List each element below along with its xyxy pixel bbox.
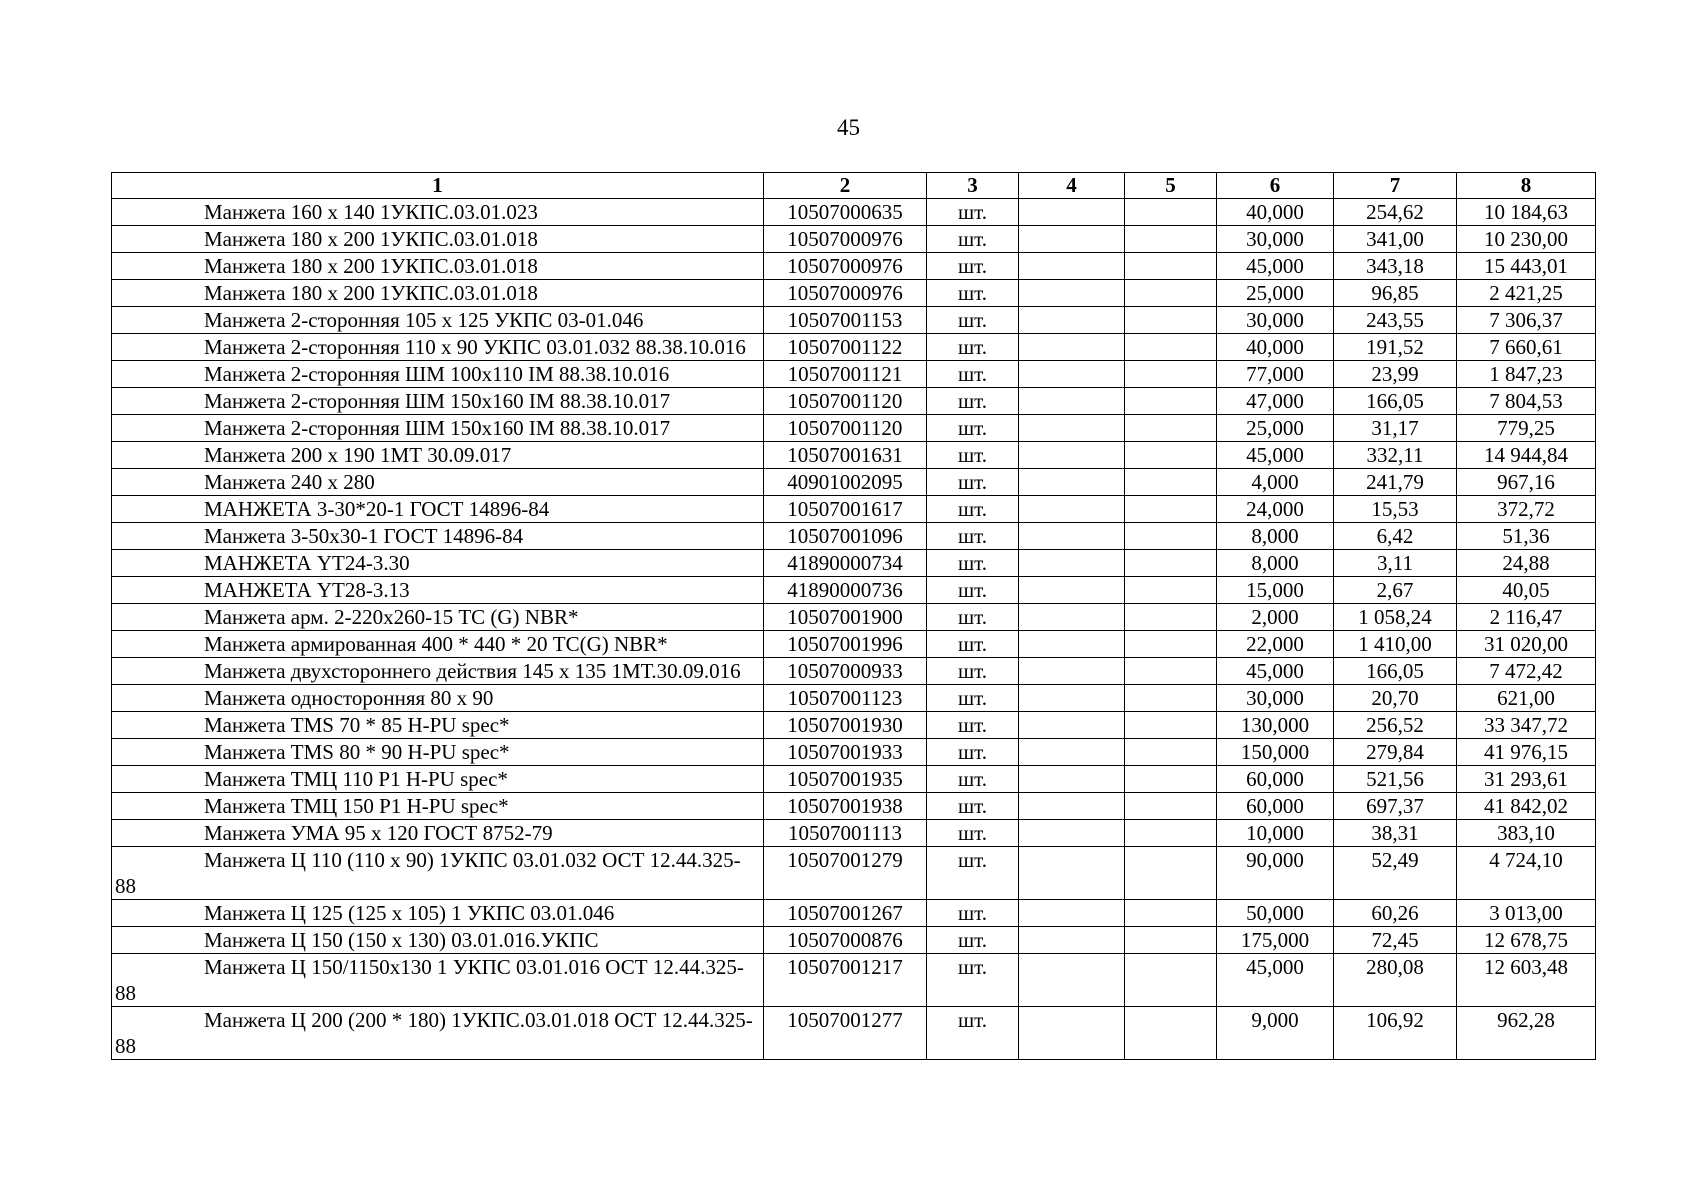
item-name-cell: Манжета 2-сторонняя ШМ 100х110 IM 88.38.10.016 xyxy=(112,361,764,388)
table-row xyxy=(112,442,1596,469)
unit-cell: шт. xyxy=(927,900,1019,927)
price-cell: 3,11 xyxy=(1334,550,1457,577)
item-name-cell: Манжета армированная 400 * 440 * 20 TC(G) NBR* xyxy=(112,631,764,658)
unit-cell: шт. xyxy=(927,712,1019,739)
column-4-cell xyxy=(1019,415,1125,442)
price-cell: 38,31 xyxy=(1334,820,1457,847)
item-code-cell: 10507001113 xyxy=(764,820,927,847)
price-cell: 341,00 xyxy=(1334,226,1457,253)
column-4-cell xyxy=(1019,334,1125,361)
unit-cell: шт. xyxy=(927,496,1019,523)
amount-cell: 7 472,42 xyxy=(1457,658,1596,685)
column-5-cell xyxy=(1125,280,1217,307)
price-cell: 1 058,24 xyxy=(1334,604,1457,631)
quantity-cell: 47,000 xyxy=(1217,388,1334,415)
table-row xyxy=(112,253,1596,280)
table-row xyxy=(112,280,1596,307)
table-row xyxy=(112,415,1596,442)
price-cell: 6,42 xyxy=(1334,523,1457,550)
item-code-cell: 10507001123 xyxy=(764,685,927,712)
table-row xyxy=(112,900,1596,927)
amount-cell: 15 443,01 xyxy=(1457,253,1596,280)
column-5-cell xyxy=(1125,307,1217,334)
table-row xyxy=(112,954,1596,1007)
quantity-cell: 30,000 xyxy=(1217,226,1334,253)
table-row xyxy=(112,766,1596,793)
amount-cell: 383,10 xyxy=(1457,820,1596,847)
item-name-cell: Манжета TMS 70 * 85 H-PU spec* xyxy=(112,712,764,739)
price-cell: 23,99 xyxy=(1334,361,1457,388)
column-4-cell xyxy=(1019,927,1125,954)
item-name-cell: МАНЖЕТА YT28-3.13 xyxy=(112,577,764,604)
unit-cell: шт. xyxy=(927,954,1019,1007)
column-4-cell xyxy=(1019,766,1125,793)
quantity-cell: 90,000 xyxy=(1217,847,1334,900)
table-row xyxy=(112,226,1596,253)
column-4-cell xyxy=(1019,496,1125,523)
amount-cell: 621,00 xyxy=(1457,685,1596,712)
unit-cell: шт. xyxy=(927,226,1019,253)
unit-cell: шт. xyxy=(927,334,1019,361)
amount-cell: 10 230,00 xyxy=(1457,226,1596,253)
item-code-cell: 10507001938 xyxy=(764,793,927,820)
amount-cell: 40,05 xyxy=(1457,577,1596,604)
amount-cell: 12 603,48 xyxy=(1457,954,1596,1007)
item-name-cell: Манжета Ц 200 (200 * 180) 1УКПС.03.01.018 ОСТ 12.44.325-88 xyxy=(112,1007,764,1060)
table-row xyxy=(112,820,1596,847)
item-name-cell: Манжета 180 х 200 1УКПС.03.01.018 xyxy=(112,226,764,253)
item-code-cell: 10507000933 xyxy=(764,658,927,685)
item-code-cell: 10507001900 xyxy=(764,604,927,631)
column-header: 1 xyxy=(112,173,764,199)
column-4-cell xyxy=(1019,954,1125,1007)
price-cell: 191,52 xyxy=(1334,334,1457,361)
table-row xyxy=(112,469,1596,496)
column-4-cell xyxy=(1019,280,1125,307)
price-cell: 279,84 xyxy=(1334,739,1457,766)
column-4-cell xyxy=(1019,388,1125,415)
quantity-cell: 22,000 xyxy=(1217,631,1334,658)
column-5-cell xyxy=(1125,334,1217,361)
quantity-cell: 25,000 xyxy=(1217,415,1334,442)
quantity-cell: 150,000 xyxy=(1217,739,1334,766)
amount-cell: 41 976,15 xyxy=(1457,739,1596,766)
item-name-cell: Манжета двухстороннего действия 145 х 135 1МТ.30.09.016 xyxy=(112,658,764,685)
column-4-cell xyxy=(1019,739,1125,766)
amount-cell: 3 013,00 xyxy=(1457,900,1596,927)
amount-cell: 7 804,53 xyxy=(1457,388,1596,415)
amount-cell: 779,25 xyxy=(1457,415,1596,442)
item-name-cell: Манжета ТМЦ 110 P1 H-PU spec* xyxy=(112,766,764,793)
item-name-cell: Манжета Ц 150 (150 х 130) 03.01.016.УКПС xyxy=(112,927,764,954)
amount-cell: 962,28 xyxy=(1457,1007,1596,1060)
column-5-cell xyxy=(1125,793,1217,820)
column-header: 5 xyxy=(1125,173,1217,199)
item-code-cell: 10507000876 xyxy=(764,927,927,954)
column-5-cell xyxy=(1125,739,1217,766)
column-4-cell xyxy=(1019,685,1125,712)
item-code-cell: 10507000976 xyxy=(764,280,927,307)
item-name-cell: МАНЖЕТА YT24-3.30 xyxy=(112,550,764,577)
column-4-cell xyxy=(1019,253,1125,280)
item-code-cell: 10507001120 xyxy=(764,415,927,442)
column-5-cell xyxy=(1125,820,1217,847)
price-cell: 241,79 xyxy=(1334,469,1457,496)
quantity-cell: 30,000 xyxy=(1217,307,1334,334)
quantity-cell: 60,000 xyxy=(1217,793,1334,820)
table-row xyxy=(112,631,1596,658)
item-name-cell: Манжета Ц 110 (110 х 90) 1УКПС 03.01.032 ОСТ 12.44.325-88 xyxy=(112,847,764,900)
table-row xyxy=(112,523,1596,550)
item-code-cell: 10507001267 xyxy=(764,900,927,927)
amount-cell: 31 020,00 xyxy=(1457,631,1596,658)
column-5-cell xyxy=(1125,927,1217,954)
unit-cell: шт. xyxy=(927,577,1019,604)
unit-cell: шт. xyxy=(927,469,1019,496)
item-name-cell: Манжета 180 х 200 1УКПС.03.01.018 xyxy=(112,280,764,307)
table-row xyxy=(112,550,1596,577)
quantity-cell: 40,000 xyxy=(1217,199,1334,226)
quantity-cell: 4,000 xyxy=(1217,469,1334,496)
column-5-cell xyxy=(1125,631,1217,658)
quantity-cell: 45,000 xyxy=(1217,253,1334,280)
table-row xyxy=(112,793,1596,820)
table-row xyxy=(112,496,1596,523)
unit-cell: шт. xyxy=(927,280,1019,307)
column-5-cell xyxy=(1125,847,1217,900)
amount-cell: 14 944,84 xyxy=(1457,442,1596,469)
column-5-cell xyxy=(1125,954,1217,1007)
item-name-cell: МАНЖЕТА 3-30*20-1 ГОСТ 14896-84 xyxy=(112,496,764,523)
column-4-cell xyxy=(1019,1007,1125,1060)
column-5-cell xyxy=(1125,361,1217,388)
column-5-cell xyxy=(1125,523,1217,550)
item-code-cell: 41890000736 xyxy=(764,577,927,604)
price-cell: 343,18 xyxy=(1334,253,1457,280)
item-name-cell: Манжета ТМЦ 150 P1 H-PU spec* xyxy=(112,793,764,820)
column-4-cell xyxy=(1019,793,1125,820)
quantity-cell: 130,000 xyxy=(1217,712,1334,739)
price-cell: 521,56 xyxy=(1334,766,1457,793)
amount-cell: 4 724,10 xyxy=(1457,847,1596,900)
price-cell: 332,11 xyxy=(1334,442,1457,469)
column-5-cell xyxy=(1125,900,1217,927)
item-code-cell: 10507001933 xyxy=(764,739,927,766)
quantity-cell: 50,000 xyxy=(1217,900,1334,927)
item-code-cell: 10507001279 xyxy=(764,847,927,900)
column-header: 4 xyxy=(1019,173,1125,199)
item-name-cell: Манжета 2-сторонняя 110 х 90 УКПС 03.01.032 88.38.10.016 xyxy=(112,334,764,361)
quantity-cell: 175,000 xyxy=(1217,927,1334,954)
quantity-cell: 40,000 xyxy=(1217,334,1334,361)
column-5-cell xyxy=(1125,253,1217,280)
price-cell: 256,52 xyxy=(1334,712,1457,739)
unit-cell: шт. xyxy=(927,199,1019,226)
amount-cell: 967,16 xyxy=(1457,469,1596,496)
price-cell: 20,70 xyxy=(1334,685,1457,712)
column-4-cell xyxy=(1019,847,1125,900)
price-cell: 254,62 xyxy=(1334,199,1457,226)
item-code-cell: 10507001930 xyxy=(764,712,927,739)
unit-cell: шт. xyxy=(927,685,1019,712)
column-5-cell xyxy=(1125,442,1217,469)
unit-cell: шт. xyxy=(927,388,1019,415)
item-code-cell: 10507001935 xyxy=(764,766,927,793)
price-cell: 697,37 xyxy=(1334,793,1457,820)
column-5-cell xyxy=(1125,199,1217,226)
item-code-cell: 10507001096 xyxy=(764,523,927,550)
quantity-cell: 9,000 xyxy=(1217,1007,1334,1060)
item-code-cell: 10507001617 xyxy=(764,496,927,523)
item-name-cell: Манжета УМА 95 х 120 ГОСТ 8752-79 xyxy=(112,820,764,847)
column-header: 6 xyxy=(1217,173,1334,199)
unit-cell: шт. xyxy=(927,847,1019,900)
price-cell: 106,92 xyxy=(1334,1007,1457,1060)
table-row xyxy=(112,739,1596,766)
unit-cell: шт. xyxy=(927,307,1019,334)
amount-cell: 2 116,47 xyxy=(1457,604,1596,631)
column-5-cell xyxy=(1125,658,1217,685)
column-header: 8 xyxy=(1457,173,1596,199)
unit-cell: шт. xyxy=(927,739,1019,766)
column-4-cell xyxy=(1019,442,1125,469)
item-name-cell: Манжета 200 х 190 1МТ 30.09.017 xyxy=(112,442,764,469)
quantity-cell: 15,000 xyxy=(1217,577,1334,604)
quantity-cell: 25,000 xyxy=(1217,280,1334,307)
column-5-cell xyxy=(1125,550,1217,577)
quantity-cell: 24,000 xyxy=(1217,496,1334,523)
item-name-cell: Манжета TMS 80 * 90 H-PU spec* xyxy=(112,739,764,766)
item-code-cell: 41890000734 xyxy=(764,550,927,577)
table-row xyxy=(112,847,1596,900)
column-5-cell xyxy=(1125,766,1217,793)
quantity-cell: 2,000 xyxy=(1217,604,1334,631)
item-code-cell: 10507001153 xyxy=(764,307,927,334)
amount-cell: 31 293,61 xyxy=(1457,766,1596,793)
item-code-cell: 10507001996 xyxy=(764,631,927,658)
quantity-cell: 60,000 xyxy=(1217,766,1334,793)
unit-cell: шт. xyxy=(927,793,1019,820)
quantity-cell: 8,000 xyxy=(1217,523,1334,550)
column-5-cell xyxy=(1125,388,1217,415)
table-row xyxy=(112,658,1596,685)
amount-cell: 7 306,37 xyxy=(1457,307,1596,334)
quantity-cell: 45,000 xyxy=(1217,658,1334,685)
unit-cell: шт. xyxy=(927,766,1019,793)
column-5-cell xyxy=(1125,469,1217,496)
amount-cell: 2 421,25 xyxy=(1457,280,1596,307)
amount-cell: 51,36 xyxy=(1457,523,1596,550)
column-5-cell xyxy=(1125,1007,1217,1060)
item-name-cell: Манжета Ц 150/1150х130 1 УКПС 03.01.016 ОСТ 12.44.325-88 xyxy=(112,954,764,1007)
price-cell: 2,67 xyxy=(1334,577,1457,604)
quantity-cell: 30,000 xyxy=(1217,685,1334,712)
page-number: 45 xyxy=(837,115,860,140)
unit-cell: шт. xyxy=(927,820,1019,847)
price-cell: 31,17 xyxy=(1334,415,1457,442)
inventory-table xyxy=(111,172,1596,1060)
amount-cell: 7 660,61 xyxy=(1457,334,1596,361)
unit-cell: шт. xyxy=(927,415,1019,442)
price-cell: 1 410,00 xyxy=(1334,631,1457,658)
price-cell: 243,55 xyxy=(1334,307,1457,334)
column-5-cell xyxy=(1125,685,1217,712)
column-4-cell xyxy=(1019,307,1125,334)
column-4-cell xyxy=(1019,226,1125,253)
column-4-cell xyxy=(1019,631,1125,658)
column-5-cell xyxy=(1125,604,1217,631)
table-row xyxy=(112,199,1596,226)
table-row xyxy=(112,334,1596,361)
price-cell: 52,49 xyxy=(1334,847,1457,900)
unit-cell: шт. xyxy=(927,361,1019,388)
quantity-cell: 45,000 xyxy=(1217,442,1334,469)
price-cell: 166,05 xyxy=(1334,388,1457,415)
item-code-cell: 10507001217 xyxy=(764,954,927,1007)
column-header: 3 xyxy=(927,173,1019,199)
item-name-cell: Манжета 180 х 200 1УКПС.03.01.018 xyxy=(112,253,764,280)
header-row xyxy=(112,173,1596,199)
column-5-cell xyxy=(1125,712,1217,739)
table-row xyxy=(112,685,1596,712)
unit-cell: шт. xyxy=(927,1007,1019,1060)
amount-cell: 41 842,02 xyxy=(1457,793,1596,820)
column-4-cell xyxy=(1019,900,1125,927)
column-4-cell xyxy=(1019,604,1125,631)
column-header: 7 xyxy=(1334,173,1457,199)
price-cell: 60,26 xyxy=(1334,900,1457,927)
quantity-cell: 8,000 xyxy=(1217,550,1334,577)
item-name-cell: Манжета 2-сторонняя ШМ 150х160 IM 88.38.10.017 xyxy=(112,388,764,415)
column-4-cell xyxy=(1019,550,1125,577)
unit-cell: шт. xyxy=(927,550,1019,577)
column-header: 2 xyxy=(764,173,927,199)
column-4-cell xyxy=(1019,712,1125,739)
price-cell: 15,53 xyxy=(1334,496,1457,523)
item-code-cell: 10507001122 xyxy=(764,334,927,361)
amount-cell: 372,72 xyxy=(1457,496,1596,523)
unit-cell: шт. xyxy=(927,927,1019,954)
item-name-cell: Манжета 2-сторонняя ШМ 150х160 IM 88.38.10.017 xyxy=(112,415,764,442)
column-4-cell xyxy=(1019,469,1125,496)
quantity-cell: 45,000 xyxy=(1217,954,1334,1007)
item-name-cell: Манжета Ц 125 (125 х 105) 1 УКПС 03.01.046 xyxy=(112,900,764,927)
price-cell: 72,45 xyxy=(1334,927,1457,954)
table-row xyxy=(112,577,1596,604)
quantity-cell: 10,000 xyxy=(1217,820,1334,847)
table-row xyxy=(112,1007,1596,1060)
unit-cell: шт. xyxy=(927,253,1019,280)
table-row xyxy=(112,712,1596,739)
column-4-cell xyxy=(1019,577,1125,604)
table-row xyxy=(112,927,1596,954)
quantity-cell: 77,000 xyxy=(1217,361,1334,388)
unit-cell: шт. xyxy=(927,442,1019,469)
amount-cell: 33 347,72 xyxy=(1457,712,1596,739)
unit-cell: шт. xyxy=(927,658,1019,685)
column-4-cell xyxy=(1019,361,1125,388)
column-4-cell xyxy=(1019,658,1125,685)
item-code-cell: 10507000976 xyxy=(764,226,927,253)
table-body xyxy=(112,199,1596,1060)
item-name-cell: Манжета 2-сторонняя 105 х 125 УКПС 03-01.046 xyxy=(112,307,764,334)
price-cell: 96,85 xyxy=(1334,280,1457,307)
item-name-cell: Манжета 160 х 140 1УКПС.03.01.023 xyxy=(112,199,764,226)
price-cell: 166,05 xyxy=(1334,658,1457,685)
item-name-cell: Манжета арм. 2-220х260-15 TC (G) NBR* xyxy=(112,604,764,631)
column-4-cell xyxy=(1019,820,1125,847)
column-4-cell xyxy=(1019,523,1125,550)
amount-cell: 10 184,63 xyxy=(1457,199,1596,226)
item-name-cell: Манжета 3-50х30-1 ГОСТ 14896-84 xyxy=(112,523,764,550)
table-row xyxy=(112,388,1596,415)
column-5-cell xyxy=(1125,577,1217,604)
column-4-cell xyxy=(1019,199,1125,226)
item-code-cell: 10507001120 xyxy=(764,388,927,415)
table-row xyxy=(112,361,1596,388)
amount-cell: 12 678,75 xyxy=(1457,927,1596,954)
unit-cell: шт. xyxy=(927,523,1019,550)
item-name-cell: Манжета 240 х 280 xyxy=(112,469,764,496)
item-code-cell: 10507001121 xyxy=(764,361,927,388)
item-code-cell: 10507000635 xyxy=(764,199,927,226)
column-5-cell xyxy=(1125,496,1217,523)
amount-cell: 24,88 xyxy=(1457,550,1596,577)
table-row xyxy=(112,604,1596,631)
amount-cell: 1 847,23 xyxy=(1457,361,1596,388)
item-code-cell: 40901002095 xyxy=(764,469,927,496)
item-code-cell: 10507001277 xyxy=(764,1007,927,1060)
item-code-cell: 10507000976 xyxy=(764,253,927,280)
column-5-cell xyxy=(1125,415,1217,442)
table-row xyxy=(112,307,1596,334)
unit-cell: шт. xyxy=(927,631,1019,658)
column-5-cell xyxy=(1125,226,1217,253)
price-cell: 280,08 xyxy=(1334,954,1457,1007)
item-name-cell: Манжета односторонняя 80 х 90 xyxy=(112,685,764,712)
unit-cell: шт. xyxy=(927,604,1019,631)
item-code-cell: 10507001631 xyxy=(764,442,927,469)
